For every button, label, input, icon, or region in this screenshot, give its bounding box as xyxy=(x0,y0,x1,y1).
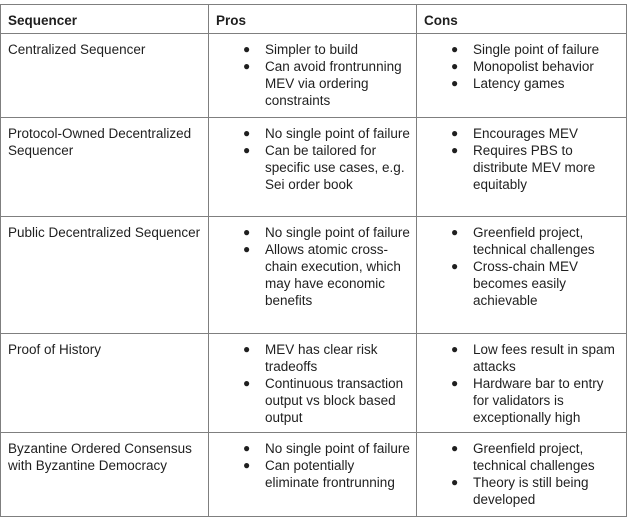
pros-cell xyxy=(209,334,417,433)
bullet-icon: ● xyxy=(451,475,459,489)
bullet-icon: ● xyxy=(243,242,251,256)
bullet-icon: ● xyxy=(451,259,459,273)
pros-cell xyxy=(209,433,417,517)
pros-cell xyxy=(209,34,417,118)
table-row xyxy=(1,217,627,334)
pros-list xyxy=(216,341,412,426)
cons-list xyxy=(424,41,622,92)
header-sequencer: Sequencer xyxy=(1,5,209,34)
sequencer-name-cell: Public Decentralized Sequencer xyxy=(1,217,209,334)
bullet-icon: ● xyxy=(243,441,251,455)
bullet-icon: ● xyxy=(451,76,459,90)
list-item-text: Allows atomic cross-chain execution, which may have economic benefits xyxy=(265,242,401,308)
list-item xyxy=(424,258,622,309)
comparison-table xyxy=(0,4,627,517)
table-row xyxy=(1,433,627,517)
cons-list xyxy=(424,224,622,309)
list-item-text: Monopolist behavior xyxy=(473,59,594,74)
list-item-text: Low fees result in spam attacks xyxy=(473,342,615,374)
sequencer-name-cell: Byzantine Ordered Consensus with Byzantine Democracy xyxy=(1,433,209,517)
pros-list xyxy=(216,440,412,491)
list-item xyxy=(216,125,412,142)
bullet-icon: ● xyxy=(243,376,251,390)
list-item xyxy=(216,341,412,375)
list-item xyxy=(216,241,412,309)
bullet-icon: ● xyxy=(451,342,459,356)
bullet-icon: ● xyxy=(451,59,459,73)
list-item xyxy=(424,375,622,426)
list-item-text: Theory is still being developed xyxy=(473,475,589,507)
list-item-text: Single point of failure xyxy=(473,42,600,57)
list-item xyxy=(216,41,412,58)
table-row xyxy=(1,118,627,217)
cons-list xyxy=(424,341,622,426)
list-item-text: Simpler to build xyxy=(265,42,359,57)
list-item-text: Can potentially eliminate frontrunning xyxy=(265,458,395,490)
list-item xyxy=(424,224,622,258)
pros-cell xyxy=(209,217,417,334)
list-item xyxy=(216,58,412,109)
list-item xyxy=(216,440,412,457)
list-item-text: No single point of failure xyxy=(265,126,410,141)
list-item-text: Can avoid frontrunning MEV via ordering constraints xyxy=(265,59,402,108)
list-item xyxy=(424,75,622,92)
bullet-icon: ● xyxy=(243,143,251,157)
pros-list xyxy=(216,125,412,193)
list-item xyxy=(424,440,622,474)
list-item-text: Can be tailored for specific use cases, e.g. Sei order book xyxy=(265,143,405,192)
bullet-icon: ● xyxy=(243,126,251,140)
cons-cell xyxy=(417,34,627,118)
bullet-icon: ● xyxy=(451,126,459,140)
list-item xyxy=(424,125,622,142)
list-item-text: Latency games xyxy=(473,76,565,91)
table-row xyxy=(1,34,627,118)
bullet-icon: ● xyxy=(451,225,459,239)
list-item xyxy=(424,58,622,75)
list-item-text: Requires PBS to distribute MEV more equitably xyxy=(473,143,596,192)
table-row xyxy=(1,334,627,433)
sequencer-name-cell: Proof of History xyxy=(1,334,209,433)
cons-cell xyxy=(417,334,627,433)
list-item xyxy=(424,341,622,375)
bullet-icon: ● xyxy=(451,42,459,56)
list-item xyxy=(216,142,412,193)
cons-list xyxy=(424,440,622,508)
list-item-text: MEV has clear risk tradeoffs xyxy=(265,342,378,374)
list-item xyxy=(216,224,412,241)
list-item xyxy=(424,41,622,58)
list-item xyxy=(216,457,412,491)
bullet-icon: ● xyxy=(243,342,251,356)
cons-cell xyxy=(417,433,627,517)
list-item-text: Continuous transaction output vs block based output xyxy=(265,376,404,425)
list-item-text: Encourages MEV xyxy=(473,126,579,141)
list-item-text: Hardware bar to entry for validators is exceptionally high xyxy=(473,376,604,425)
list-item-text: No single point of failure xyxy=(265,225,410,240)
pros-cell xyxy=(209,118,417,217)
bullet-icon: ● xyxy=(451,376,459,390)
list-item-text: No single point of failure xyxy=(265,441,410,456)
bullet-icon: ● xyxy=(451,441,459,455)
list-item-text: Greenfield project, technical challenges xyxy=(473,441,595,473)
list-item-text: Greenfield project, technical challenges xyxy=(473,225,595,257)
cons-cell xyxy=(417,217,627,334)
header-row xyxy=(1,5,627,34)
sequencer-name-cell: Centralized Sequencer xyxy=(1,34,209,118)
list-item-text: Cross-chain MEV becomes easily achievable xyxy=(473,259,579,308)
bullet-icon: ● xyxy=(243,458,251,472)
list-item xyxy=(424,142,622,193)
cons-list xyxy=(424,125,622,193)
pros-list xyxy=(216,224,412,309)
cons-cell xyxy=(417,118,627,217)
bullet-icon: ● xyxy=(451,143,459,157)
pros-list xyxy=(216,41,412,109)
header-cons: Cons xyxy=(417,5,627,34)
list-item xyxy=(216,375,412,426)
bullet-icon: ● xyxy=(243,42,251,56)
list-item xyxy=(424,474,622,508)
sequencer-name-cell: Protocol-Owned Decentralized Sequencer xyxy=(1,118,209,217)
bullet-icon: ● xyxy=(243,225,251,239)
bullet-icon: ● xyxy=(243,59,251,73)
header-pros: Pros xyxy=(209,5,417,34)
